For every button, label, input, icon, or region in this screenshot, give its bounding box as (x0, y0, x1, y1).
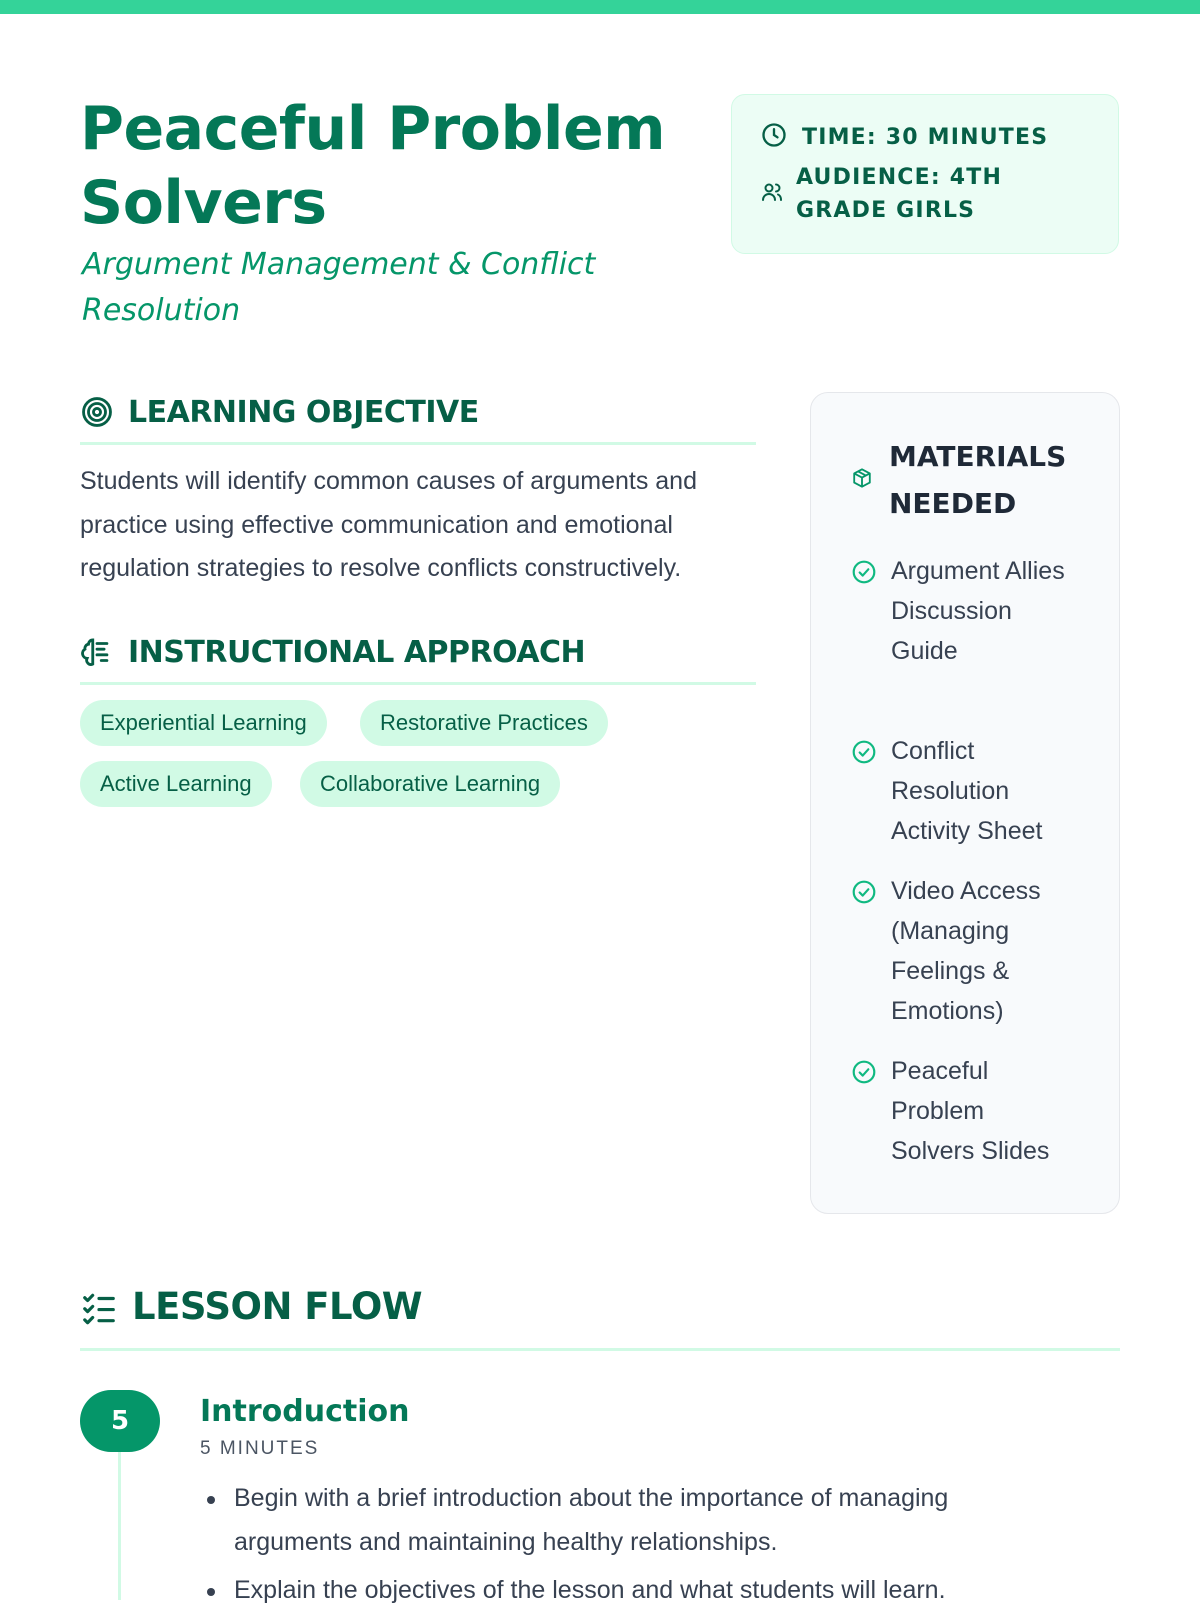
material-text: Conflict Resolution Activity Sheet (891, 737, 1043, 845)
objective-heading-text: LEARNING OBJECTIVE (128, 395, 479, 430)
material-text: Video Access (Managing Feelings & Emotions) (891, 877, 1041, 1025)
check-circle-icon (851, 871, 877, 910)
list-checks-icon (80, 1289, 118, 1332)
timeline-connector (118, 1452, 121, 1600)
materials-panel (810, 392, 1120, 1214)
audience-text: AUDIENCE: 4TH GRADE GIRLS (796, 165, 1003, 223)
brain-icon (80, 633, 114, 674)
check-circle-icon (851, 1051, 877, 1090)
users-icon (760, 180, 784, 209)
check-circle-icon (851, 731, 877, 770)
step-bullet: Begin with a brief introduction about the importance of managing arguments and maintaining healthy relationships. (200, 1477, 1060, 1564)
step-bullet: Explain the objectives of the lesson and what students will learn. (200, 1569, 1060, 1613)
lesson-flow-heading (80, 1282, 1120, 1351)
approach-heading (80, 633, 756, 685)
target-icon (80, 393, 114, 434)
material-item (851, 731, 1071, 851)
material-item (851, 551, 1071, 671)
approach-tag: Restorative Practices (360, 700, 608, 746)
material-item (851, 1051, 1071, 1171)
page-subtitle: Argument Management & Conflict Resolution (82, 247, 596, 328)
objective-heading (80, 393, 756, 445)
clock-icon (760, 121, 788, 154)
approach-heading-text: INSTRUCTIONAL APPROACH (128, 635, 586, 670)
materials-heading-text: MATERIALS NEEDED (889, 440, 1067, 520)
step-duration: 5 MINUTES (200, 1438, 320, 1459)
lesson-info-box (731, 94, 1119, 254)
approach-tag: Active Learning (80, 761, 272, 807)
approach-tag: Collaborative Learning (300, 761, 560, 807)
material-text: Argument Allies Discussion Guide (891, 557, 1065, 665)
lesson-flow-heading-text: LESSON FLOW (132, 1285, 423, 1328)
material-text: Peaceful Problem Solvers Slides (891, 1057, 1050, 1165)
approach-tag: Experiential Learning (80, 700, 327, 746)
step-bullet-list (200, 1477, 1060, 1618)
materials-heading (851, 433, 1089, 527)
audience-info (760, 161, 1096, 227)
page-title: Peaceful Problem Solvers (80, 94, 666, 238)
time-info (760, 121, 1048, 154)
package-icon (851, 467, 873, 494)
top-accent-bar (0, 0, 1200, 14)
step-number-badge: 5 (80, 1390, 160, 1452)
objective-text: Students will identify common causes of arguments and practice using effective communication and emotional regulation strategies to resolve conflicts constructively. (80, 467, 697, 582)
step-title: Introduction (200, 1394, 410, 1429)
check-circle-icon (851, 551, 877, 590)
material-item (851, 871, 1071, 1031)
time-text: TIME: 30 MINUTES (802, 125, 1049, 150)
